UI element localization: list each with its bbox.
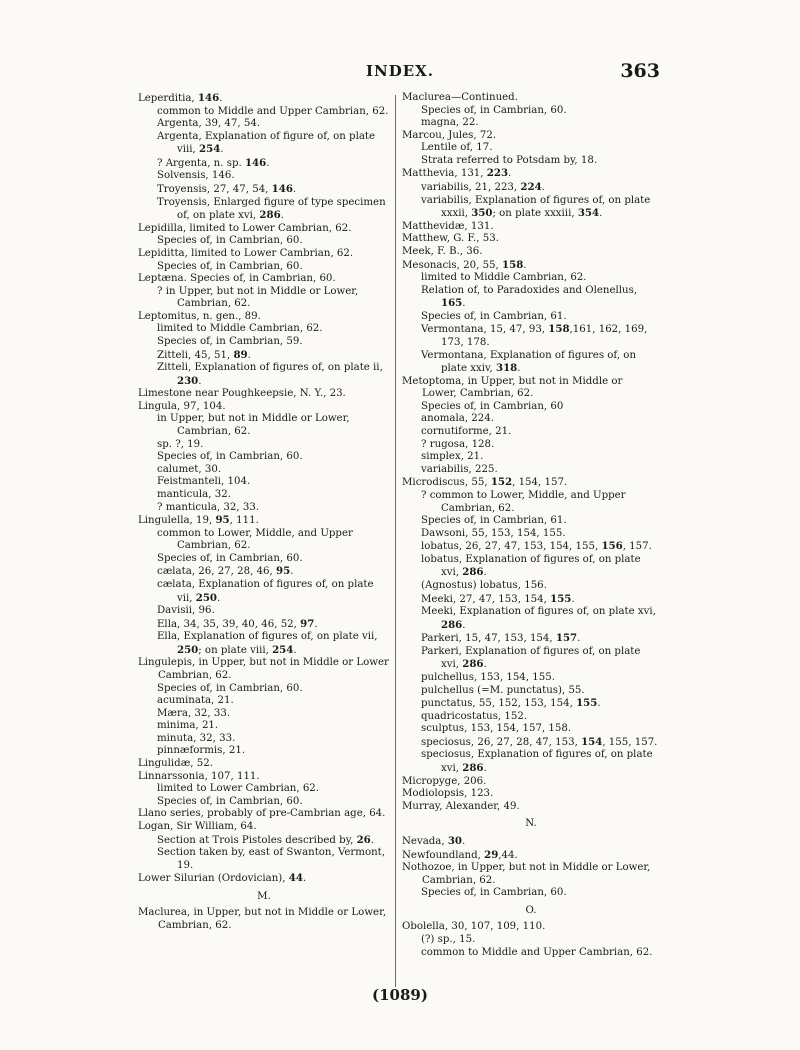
entry-text: cælata, Explanation of figures of, on plate vii, — [157, 578, 374, 604]
entry-tail: . — [266, 157, 270, 169]
entry-text: Species of, in Cambrian, 60. — [421, 104, 567, 116]
index-subentry — [138, 579, 390, 605]
entry-bold: 318 — [496, 362, 518, 375]
index-subentry — [138, 695, 390, 708]
index-subentry — [402, 697, 660, 711]
entry-text: pulchellus, 153, 154, 155. — [421, 672, 555, 684]
entry-text: Logan, Sir William, 64. — [138, 820, 257, 832]
entry-bold: 230 — [177, 374, 199, 387]
entry-tail: . — [571, 593, 575, 605]
entry-text: Murray, Alexander, 49. — [402, 800, 520, 812]
index-entry — [402, 788, 660, 801]
entry-bold: 30 — [447, 834, 463, 847]
entry-bold: 29 — [484, 848, 499, 861]
entry-text: limited to Middle Cambrian, 62. — [421, 272, 587, 284]
entry-bold: 155 — [550, 592, 572, 605]
index-subentry — [402, 311, 660, 324]
index-entry — [402, 246, 660, 259]
entry-text: magna, 22. — [421, 117, 479, 129]
entry-tail: . — [483, 567, 487, 579]
index-subentry — [402, 646, 660, 672]
entry-text: Ella, 34, 35, 39, 40, 46, 52, — [157, 618, 301, 630]
entry-tail: . — [280, 210, 284, 222]
entry-text: pulchellus (=M. punctatus), 55. — [421, 684, 585, 696]
index-subentry — [402, 272, 660, 285]
entry-text: Lingula, 97, 104. — [138, 400, 226, 412]
entry-text: Relation of, to Paradoxides and Olenellus, — [421, 284, 638, 296]
index-subentry — [402, 155, 660, 168]
index-entry — [138, 248, 390, 261]
entry-tail: . — [198, 375, 202, 387]
entry-text: Species of, in Cambrian, 60. — [157, 795, 303, 807]
index-entry — [402, 476, 660, 490]
entry-tail: ,161, 162, 169, 173, 178. — [441, 324, 648, 348]
index-subentry — [138, 631, 390, 657]
entry-bold: 286 — [441, 618, 463, 631]
entry-bold: 154 — [581, 735, 603, 748]
index-subentry — [138, 708, 390, 721]
entry-tail: . — [462, 619, 466, 631]
entry-text: Nothozoe, in Upper, but not in Middle or Lower, Cambrian, 62. — [402, 862, 651, 886]
index-entry — [402, 92, 660, 105]
index-subentry — [402, 540, 660, 554]
index-entry — [138, 311, 390, 324]
index-subentry — [138, 439, 390, 452]
entry-text: cornutiforme, 21. — [421, 426, 512, 438]
index-entry — [402, 776, 660, 789]
index-subentry — [138, 451, 390, 464]
column-divider — [395, 95, 396, 987]
entry-text: Maclurea, in Upper, but not in Middle or Lower, Cambrian, 62. — [138, 907, 387, 931]
entry-text: common to Middle and Upper Cambrian, 62. — [421, 946, 653, 958]
entry-text: Lower Silurian (Ordovician), — [138, 873, 289, 885]
entry-text: variabilis, Explanation of figures of, on plate xxxii, — [421, 194, 651, 220]
entry-text: Argenta, Explanation of figure of, on plate viii, — [157, 130, 376, 156]
entry-text: quadricostatus, 152. — [421, 710, 528, 722]
index-subentry — [402, 350, 660, 376]
index-subentry — [402, 464, 660, 477]
entry-text: Matthevidæ, 131. — [402, 220, 494, 232]
entry-text: Obolella, 30, 107, 109, 110. — [402, 921, 546, 933]
entry-bold: 146 — [197, 92, 220, 104]
entry-text: Limestone near Poughkeepsie, N. Y., 23. — [138, 388, 346, 400]
entry-text: ? Argenta, n. sp. — [157, 157, 245, 169]
index-subentry — [402, 451, 660, 464]
index-subentry — [138, 157, 390, 171]
entry-tail2: . — [599, 208, 603, 220]
entry-tail: , 111. — [229, 515, 259, 527]
entry-text: Meeki, 27, 47, 153, 154, — [421, 593, 551, 605]
index-entry — [402, 233, 660, 246]
index-subentry — [138, 464, 390, 477]
entry-text: minima, 21. — [157, 720, 219, 732]
index-entry — [402, 130, 660, 143]
entry-tail: . — [462, 835, 466, 847]
entry-text: Species of, in Cambrian, 61. — [421, 310, 567, 322]
index-subentry — [402, 723, 660, 736]
entry-tail: . — [220, 144, 224, 156]
entry-tail: . — [577, 633, 581, 645]
page-number: 363 — [620, 60, 660, 82]
entry-tail: . — [508, 168, 512, 180]
entry-text: Troyensis, 27, 47, 54, — [157, 184, 272, 196]
entry-tail: . — [292, 184, 297, 196]
index-entry — [402, 376, 660, 401]
index-entry — [138, 872, 390, 886]
index-entry — [402, 221, 660, 234]
index-entry — [402, 835, 660, 849]
index-subentry — [402, 528, 660, 541]
entry-tail: . — [483, 659, 487, 671]
index-entry — [138, 223, 390, 236]
index-subentry — [402, 554, 660, 580]
section-letter: N. — [525, 818, 537, 830]
entry-text: manticula, 32. — [157, 488, 231, 500]
index-subentry — [402, 593, 660, 607]
entry-text: Llano series, probably of pre-Cambrian age, 64. — [138, 808, 386, 820]
entry-text: Matthevia, 131, — [402, 168, 487, 180]
entry-text: Metoptoma, in Upper, but not in Middle or Lower, Cambrian, 62. — [402, 375, 623, 400]
index-subentry — [402, 195, 660, 221]
index-entry — [138, 388, 390, 401]
index-subentry — [138, 683, 390, 696]
entry-text: Nevada, — [402, 835, 448, 847]
index-entry — [138, 273, 390, 286]
entry-text: pinnæformis, 21. — [157, 745, 246, 757]
entry-text: acuminata, 21. — [157, 695, 234, 707]
index-subentry — [402, 736, 660, 750]
entry-bold: 97 — [300, 617, 315, 630]
index-subentry — [138, 528, 390, 553]
entry-text: limited to Middle Cambrian, 62. — [157, 323, 323, 335]
entry-text: simplex, 21. — [421, 451, 484, 463]
entry-tail: . — [370, 834, 375, 846]
index-subentry — [402, 711, 660, 724]
index-subentry — [402, 490, 660, 515]
footer-page-ref: (1089) — [372, 986, 428, 1004]
entry-text: ? common to Lower, Middle, and Upper Cambrian, 62. — [421, 489, 626, 514]
entry-text: speciosus, Explanation of figures of, on plate xvi, — [421, 749, 653, 775]
entry-text: Lentile of, 17. — [421, 142, 493, 154]
entry-text: Micropyge, 206. — [402, 775, 487, 787]
index-subentry — [138, 106, 390, 119]
index-subentry — [402, 117, 660, 130]
index-column-right — [402, 92, 660, 959]
index-subentry — [138, 349, 390, 363]
entry-bold: 286 — [259, 209, 281, 222]
entry-text: Matthew, G. F., 53. — [402, 233, 499, 245]
entry-text: (?) sp., 15. — [421, 934, 476, 945]
index-entry — [138, 657, 390, 682]
entry-text: Species of, in Cambrian, 60. — [157, 682, 303, 694]
index-subentry — [138, 476, 390, 489]
entry-bold2: 254 — [272, 643, 294, 656]
index-subentry — [138, 618, 390, 632]
entry-text: ? rugosa, 128. — [421, 438, 495, 450]
entry-text: Newfoundland, — [402, 849, 485, 861]
entry-bold: 158 — [502, 258, 524, 271]
entry-tail: ; on plate xxxiii, — [492, 208, 578, 220]
entry-tail: . — [483, 763, 487, 775]
entry-text: Mesonacis, 20, 55, — [402, 259, 503, 271]
index-entry — [402, 862, 660, 887]
entry-text: Vermontana, 15, 47, 93, — [421, 324, 549, 336]
entry-text: Species of, in Cambrian, 60 — [421, 400, 564, 412]
entry-bold: 89 — [233, 348, 248, 361]
index-subentry — [402, 947, 660, 960]
index-entry — [138, 771, 390, 784]
entry-bold: 26 — [356, 833, 371, 846]
entry-text: lobatus, Explanation of figures of, on plate xvi, — [421, 553, 641, 579]
entry-text: limited to Lower Cambrian, 62. — [157, 783, 320, 795]
entry-text: Microdiscus, 55, — [402, 477, 491, 489]
entry-text: Parkeri, Explanation of figures of, on plate xvi, — [421, 645, 641, 671]
entry-text: Troyensis, Enlarged figure of type specimen of, on plate xvi, — [157, 196, 386, 222]
entry-text: Vermontana, Explanation of figures of, on plate xxiv, — [421, 349, 637, 375]
entry-text: ? manticula, 32, 33. — [157, 501, 260, 513]
index-subentry — [402, 580, 660, 593]
entry-tail: , 157. — [622, 541, 652, 553]
entry-text: Species of, in Cambrian, 60. — [421, 887, 567, 899]
entry-text: Leptæna. Species of, in Cambrian, 60. — [138, 273, 336, 285]
entry-text: Species of, in Cambrian, 61. — [421, 515, 567, 527]
entry-bold: 155 — [576, 697, 598, 710]
index-entry — [138, 907, 390, 932]
entry-tail: , 154, 157. — [512, 477, 568, 489]
entry-tail: , 155, 157. — [602, 736, 658, 748]
entry-bold: 95 — [215, 514, 230, 527]
entry-bold: 146 — [244, 156, 267, 169]
entry-text: common to Middle and Upper Cambrian, 62. — [157, 105, 389, 117]
index-subentry — [402, 181, 660, 195]
index-entry — [138, 92, 390, 106]
index-subentry — [138, 323, 390, 336]
entry-text: Lepidilla, limited to Lower Cambrian, 62. — [138, 222, 352, 234]
entry-tail: . — [219, 93, 223, 104]
index-subentry — [138, 502, 390, 515]
entry-bold2: 354 — [577, 207, 600, 220]
index-subentry — [402, 105, 660, 118]
entry-text: sp. ?, 19. — [157, 438, 204, 450]
index-subentry — [138, 170, 390, 183]
entry-bold: 224 — [520, 181, 542, 194]
index-subentry — [138, 489, 390, 502]
entry-tail: . — [541, 182, 545, 194]
entry-bold: 157 — [555, 632, 578, 645]
entry-bold: 152 — [490, 476, 513, 489]
entry-text: cælata, 26, 27, 28, 46, — [157, 566, 277, 578]
index-entry — [402, 921, 660, 934]
index-subentry — [138, 197, 390, 223]
index-subentry — [402, 401, 660, 414]
entry-text: lobatus, 26, 27, 47, 153, 154, 155, — [421, 541, 602, 553]
entry-text: Dawsoni, 55, 153, 154, 155. — [421, 527, 566, 539]
index-subentry — [138, 336, 390, 349]
index-subentry — [402, 285, 660, 311]
index-subentry — [402, 515, 660, 528]
index-subentry — [402, 413, 660, 426]
entry-text: speciosus, 26, 27, 28, 47, 153, — [421, 736, 582, 748]
index-subentry — [138, 565, 390, 579]
entry-bold: 95 — [276, 565, 291, 578]
entry-text: sculptus, 153, 154, 157, 158. — [421, 723, 572, 735]
entry-text: Marcou, Jules, 72. — [402, 129, 497, 141]
entry-text: calumet, 30. — [157, 463, 222, 475]
entry-tail2: . — [293, 644, 297, 656]
entry-text: Leptomitus, n. gen., 89. — [138, 310, 261, 322]
index-subentry — [138, 118, 390, 131]
index-subentry — [138, 235, 390, 248]
entry-bold: 250 — [177, 643, 199, 656]
index-subentry — [402, 606, 660, 632]
index-entry — [138, 808, 390, 821]
entry-tail: ,44. — [498, 849, 518, 861]
index-subentry — [402, 426, 660, 439]
entry-bold: 254 — [199, 143, 221, 156]
index-entry — [138, 758, 390, 771]
entry-text: punctatus, 55, 152, 153, 154, — [421, 698, 577, 710]
entry-text: Davisii, 96. — [157, 605, 215, 617]
entry-tail: . — [597, 698, 601, 710]
entry-bold: 350 — [471, 207, 493, 220]
index-entry — [402, 849, 660, 863]
entry-bold: 44 — [288, 872, 303, 885]
section-letter: M. — [257, 890, 271, 902]
entry-tail: . — [217, 592, 221, 604]
index-subentry — [138, 745, 390, 758]
entry-text: Solvensis, 146. — [157, 170, 235, 182]
entry-bold: 286 — [462, 566, 484, 579]
entry-text: Section at Trois Pistoles described by, — [157, 834, 357, 846]
index-subentry — [138, 720, 390, 733]
entry-text: Modiolopsis, 123. — [402, 788, 494, 800]
entry-tail: . — [462, 298, 466, 310]
index-subentry — [138, 605, 390, 618]
entry-text: Strata referred to Potsdam by, 18. — [421, 154, 598, 166]
index-entry — [138, 821, 390, 834]
index-subentry — [402, 749, 660, 775]
entry-tail: . — [523, 259, 527, 271]
index-subentry — [138, 847, 390, 872]
entry-text: anomala, 224. — [421, 413, 494, 425]
entry-bold: 250 — [195, 591, 218, 604]
entry-bold: 165 — [441, 297, 463, 310]
entry-text: Species of, in Cambrian, 59. — [157, 335, 303, 347]
entry-text: Species of, in Cambrian, 60. — [157, 552, 303, 564]
index-subentry — [402, 323, 660, 349]
index-entry — [402, 167, 660, 181]
entry-tail: ; on plate viii, — [198, 644, 273, 656]
entry-tail: . — [517, 363, 521, 375]
page-header — [140, 60, 660, 86]
index-subentry — [138, 553, 390, 566]
index-subentry — [402, 887, 660, 900]
entry-text: Argenta, 39, 47, 54. — [157, 118, 261, 130]
section-letter: O. — [525, 904, 537, 916]
page-title: INDEX. — [365, 62, 435, 80]
entry-text: in Upper, but not in Middle or Lower, Cambrian, 62. — [157, 413, 350, 438]
index-entry — [138, 401, 390, 414]
entry-text: Feistmanteli, 104. — [157, 476, 251, 488]
entry-text: Lingulidæ, 52. — [138, 758, 213, 770]
entry-text: minuta, 32, 33. — [157, 732, 236, 744]
entry-tail: . — [247, 349, 251, 361]
index-subentry — [402, 439, 660, 452]
entry-text: (Agnostus) lobatus, 156. — [421, 579, 547, 591]
index-entry — [138, 514, 390, 528]
entry-text: Species of, in Cambrian, 60. — [157, 260, 303, 272]
entry-text: variabilis, 225. — [421, 463, 498, 475]
index-subentry — [138, 796, 390, 809]
index-subentry — [138, 131, 390, 157]
entry-text: Leperditia, — [138, 93, 198, 104]
entry-text: Species of, in Cambrian, 60. — [157, 451, 303, 463]
entry-text: common to Lower, Middle, and Upper Cambrian, 62. — [157, 527, 353, 552]
index-subentry — [138, 834, 390, 848]
entry-text: Meeki, Explanation of figures of, on plate xvi, — [421, 606, 656, 618]
entry-text: Zitteli, Explanation of figures of, on plate ii, — [157, 362, 383, 374]
index-entry — [402, 801, 660, 814]
entry-text: Linnarssonia, 107, 111. — [138, 770, 260, 782]
index-subentry — [138, 286, 390, 311]
index-subentry — [402, 632, 660, 646]
entry-bold: 156 — [601, 540, 623, 553]
entry-text: Lepiditta, limited to Lower Cambrian, 62. — [138, 247, 354, 259]
entry-text: Mæra, 32, 33. — [157, 707, 231, 719]
entry-text: Meek, F. B., 36. — [402, 245, 483, 257]
entry-text: variabilis, 21, 223, — [421, 182, 521, 194]
entry-bold: 223 — [486, 167, 509, 180]
index-subentry — [138, 783, 390, 796]
entry-text: Zitteli, 45, 51, — [157, 349, 234, 361]
entry-tail: . — [314, 618, 318, 630]
index-subentry — [138, 733, 390, 746]
index-subentry — [402, 934, 660, 947]
index-subentry — [402, 672, 660, 685]
entry-tail: . — [290, 566, 294, 578]
entry-text: Parkeri, 15, 47, 153, 154, — [421, 633, 556, 645]
index-subentry — [402, 685, 660, 698]
index-subentry — [138, 183, 390, 197]
index-subentry — [402, 142, 660, 155]
entry-bold: 286 — [462, 658, 484, 671]
index-entry — [402, 259, 660, 273]
entry-tail: . — [302, 873, 307, 885]
entry-bold: 286 — [462, 762, 484, 775]
index-subentry — [138, 261, 390, 274]
entry-text: Species of, in Cambrian, 60. — [157, 235, 303, 247]
entry-text: ? in Upper, but not in Middle or Lower, Cambrian, 62. — [157, 285, 359, 310]
entry-text: Maclurea—Continued. — [402, 92, 518, 103]
index-subentry — [138, 362, 390, 388]
entry-text: Lingulella, 19, — [138, 515, 216, 527]
index-column-left — [138, 92, 390, 933]
entry-text: Section taken by, east of Swanton, Vermont, 19. — [157, 847, 385, 871]
index-subentry — [138, 413, 390, 438]
entry-text: Ella, Explanation of figures of, on plate vii, — [157, 631, 378, 643]
entry-bold: 146 — [271, 183, 293, 196]
entry-bold: 158 — [548, 323, 570, 336]
entry-text: Lingulepis, in Upper, but not in Middle or Lower Cambrian, 62. — [138, 657, 389, 682]
